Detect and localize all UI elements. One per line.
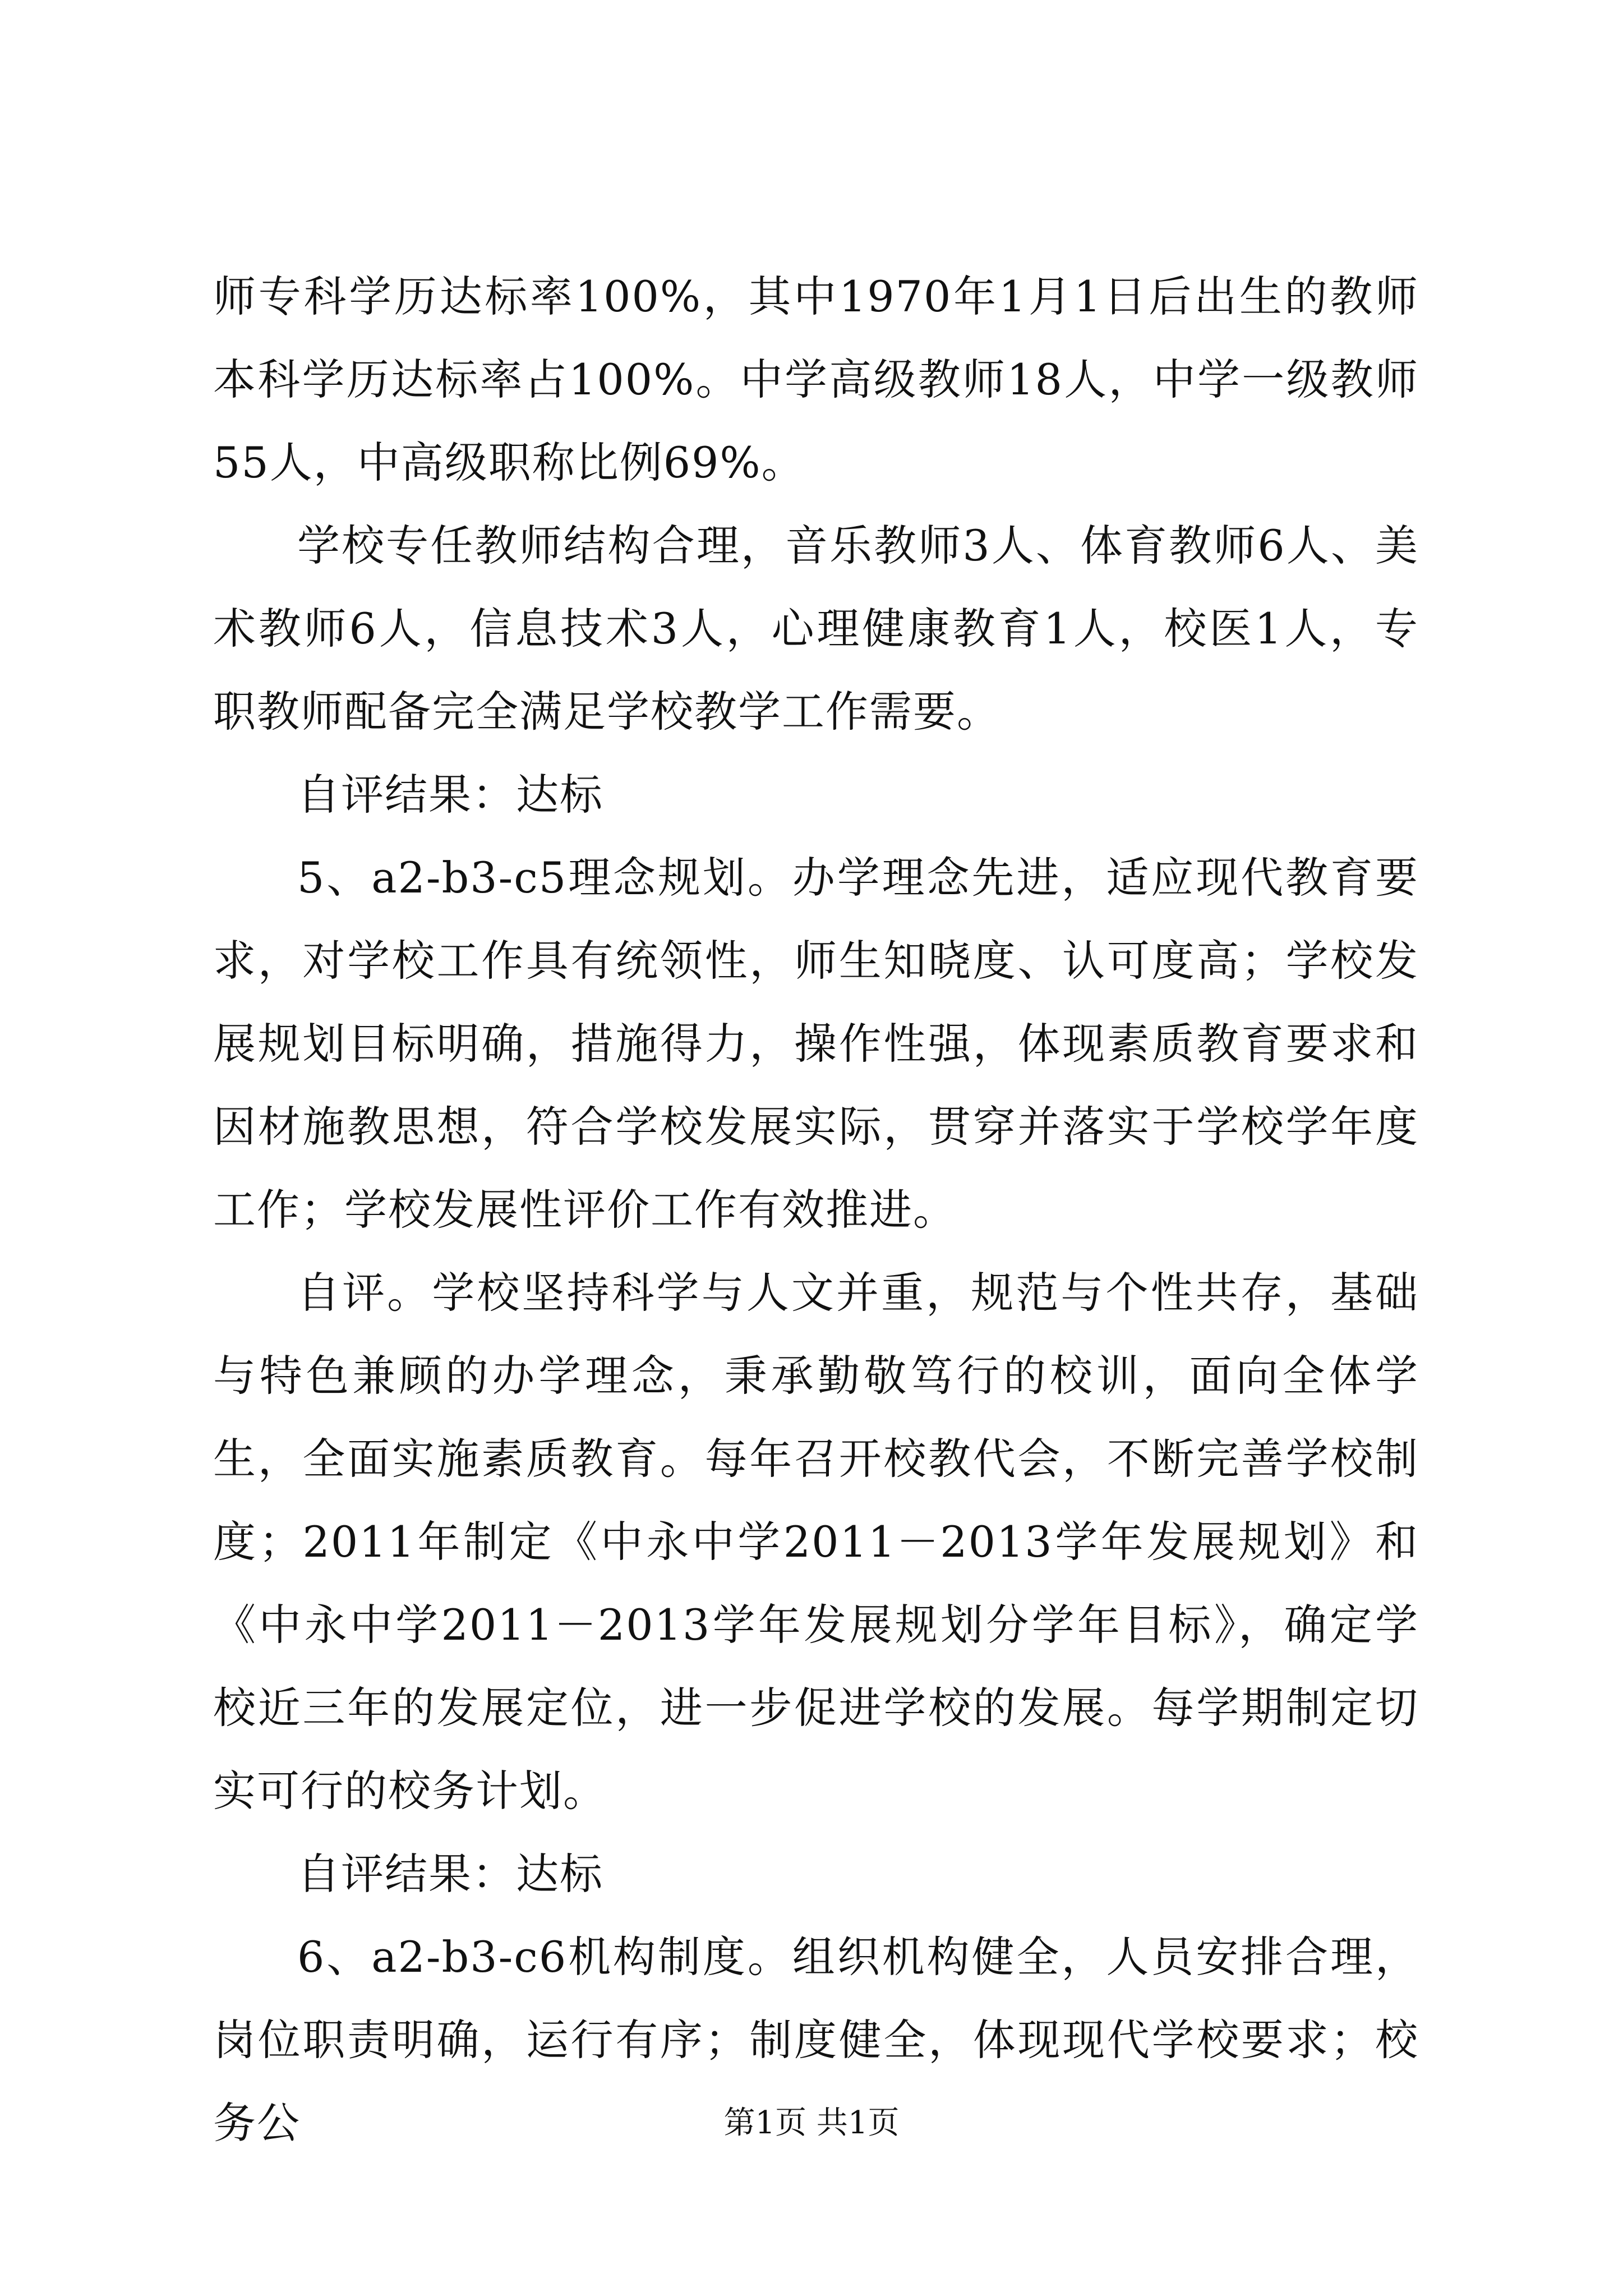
document-body xyxy=(213,255,1419,2165)
paragraph-3: 自评结果：达标 xyxy=(297,770,603,820)
paragraph-1: 师专科学历达标率100%，其中1970年1月1日后出生的教师本科学历达标率占100%。中学高级教师18人，中学一级教师55人，中高级职称比例69%。 xyxy=(213,272,1419,487)
page-footer: 第1页 共1页 xyxy=(723,2105,900,2141)
paragraph-7: 6、a2-b3-c6机构制度。组织机构健全，人员安排合理，岗位职责明确，运行有序；制度健全，体现现代学校要求；校务公 xyxy=(213,1932,1419,2148)
paragraph-6: 自评结果：达标 xyxy=(297,1849,603,1899)
paragraph-5: 自评。学校坚持科学与人文并重，规范与个性共存，基础与特色兼顾的办学理念，秉承勤敬笃行的校训，面向全体学生，全面实施素质教育。每年召开校教代会，不断完善学校制度；2011年制定《中永中学2011－2013学年发展规划》和《中永中学2011－2013学年发展规划分学年目标》，确定学校近三年的发展定位，进一步促进学校的发展。每学期制定切实可行的校务计划。 xyxy=(213,1268,1419,1816)
paragraph-4: 5、a2-b3-c5理念规划。办学理念先进，适应现代教育要求，对学校工作具有统领性，师生知晓度、认可度高；学校发展规划目标明确，措施得力，操作性强，体现素质教育要求和因材施教思想，符合学校发展实际，贯穿并落实于学校学年度工作；学校发展性评价工作有效推进。 xyxy=(213,853,1419,1235)
paragraph-2: 学校专任教师结构合理，音乐教师3人、体育教师6人、美术教师6人，信息技术3人，心理健康教育1人，校医1人，专职教师配备完全满足学校教学工作需要。 xyxy=(213,521,1419,737)
